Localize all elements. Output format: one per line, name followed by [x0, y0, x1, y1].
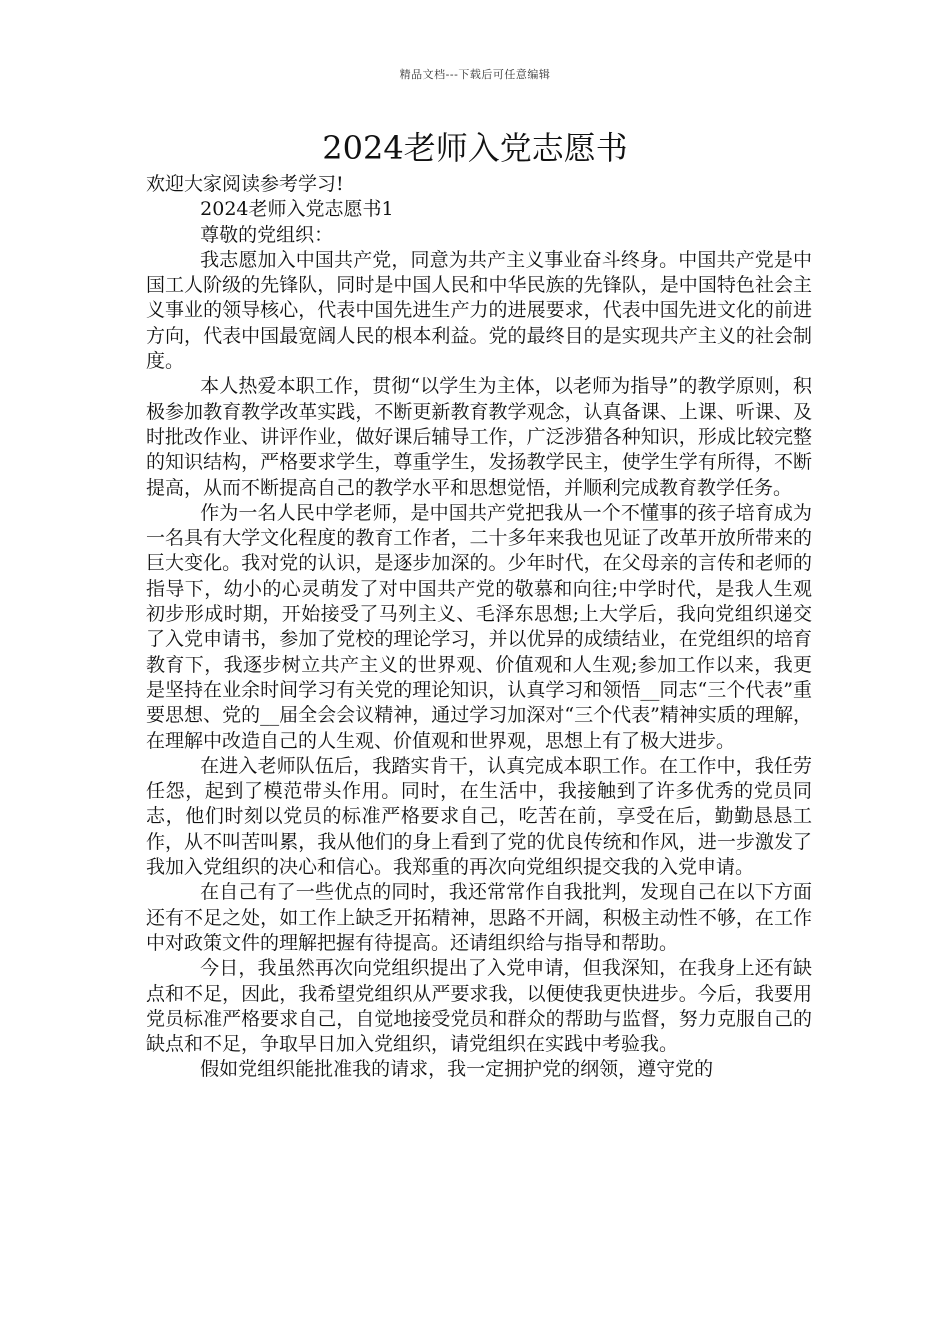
document-body — [146, 172, 812, 1083]
document-title: 2024老师入党志愿书 — [322, 129, 628, 167]
header-note: 精品文档---下载后可任意编辑 — [399, 68, 551, 81]
paragraph: 我志愿加入中国共产党，同意为共产主义事业奋斗终身。中国共产党是中国工人阶级的先锋队，同时是中国人民和中华民族的先锋队，是中国特色社会主义事业的领导核心，代表中国先进生产力的进展要求，代表中国先进文化的前进方向，代表中国最宽阔人民的根本利益。党的最终目的是实现共产主义的社会制度。 — [146, 248, 812, 373]
paragraph: 作为一名人民中学老师，是中国共产党把我从一个不懂事的孩子培育成为一名具有大学文化程度的教育工作者，二十多年来我也见证了改革开放所带来的巨大变化。我对党的认识，是逐步加深的。少年时代，在父母亲的言传和老师的指导下，幼小的心灵萌发了对中国共产党的敬慕和向往;中学时代，是我人生观初步形成时期，开始接受了马列主义、毛泽东思想;上大学后，我向党组织递交了入党申请书，参加了党校的理论学习，并以优异的成绩结业，在党组织的培育教育下，我逐步树立共产主义的世界观、价值观和人生观;参加工作以来，我更是坚持在业余时间学习有关党的理论知识，认真学习和领悟__同志“三个代表”重要思想、党的__届全会会议精神，通过学习加深对“三个代表”精神实质的理解，在理解中改造自己的人生观、价值观和世界观，思想上有了极大进步。 — [146, 501, 812, 752]
paragraph: 在自己有了一些优点的同时，我还常常作自我批判，发现自己在以下方面还有不足之处，如工作上缺乏开拓精神，思路不开阔，积极主动性不够，在工作中对政策文件的理解把握有待提高。还请组织给与指导和帮助。 — [146, 881, 812, 954]
paragraph: 假如党组织能批准我的请求，我一定拥护党的纲领，遵守党的 — [200, 1058, 714, 1081]
paragraph: 今日，我虽然再次向党组织提出了入党申请，但我深知，在我身上还有缺点和不足，因此，我希望党组织从严要求我，以便使我更快进步。今后，我要用党员标准严格要求自己，自觉地接受党员和群众的帮助与监督，努力克服自己的缺点和不足，争取早日加入党组织，请党组织在实践中考验我。 — [146, 957, 812, 1056]
paragraph: 在进入老师队伍后，我踏实肯干，认真完成本职工作。在工作中，我任劳任怨，起到了模范带头作用。同时，在生活中，我接触到了许多优秀的党员同志，他们时刻以党员的标准严格要求自己，吃苦在前，享受在后，勤勤恳恳工作，从不叫苦叫累，我从他们的身上看到了党的优良传统和作风，进一步激发了我加入党组织的决心和信心。我郑重的再次向党组织提交我的入党申请。 — [146, 754, 812, 879]
greeting-line: 欢迎大家阅读参考学习! — [146, 173, 344, 195]
letter-subtitle: 2024老师入党志愿书1 — [200, 198, 394, 221]
paragraph: 本人热爱本职工作，贯彻“以学生为主体，以老师为指导”的教学原则，积极参加教育教学改革实践，不断更新教育教学观念，认真备课、上课、听课、及时批改作业、讲评作业，做好课后辅导工作，广泛涉猎各种知识，形成比较完整的知识结构，严格要求学生，尊重学生，发扬教学民主，使学生学有所得，不断提高，从而不断提高自己的教学水平和思想觉悟，并顺利完成教育教学任务。 — [146, 375, 812, 499]
salutation: 尊敬的党组织： — [200, 223, 334, 246]
